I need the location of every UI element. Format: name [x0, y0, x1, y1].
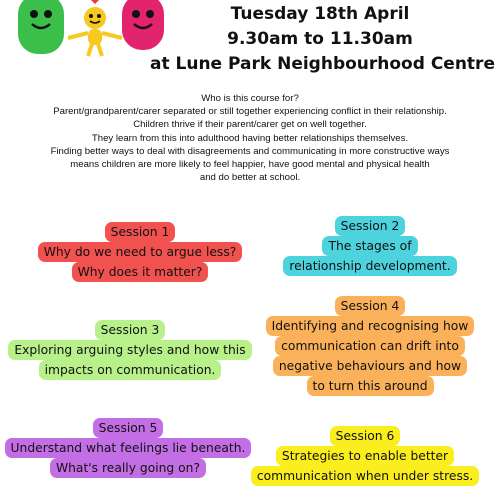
session-3-card	[0, 320, 260, 380]
intro-line: and do better at school.	[199, 172, 301, 184]
event-time: 9.30am to 11.30am	[227, 29, 413, 49]
family-figures-logo	[10, 0, 170, 62]
session-4-label: Session 4	[335, 296, 406, 316]
session-3-line: impacts on communication.	[39, 360, 222, 380]
session-2-line: The stages of	[322, 236, 417, 256]
session-4-line: negative behaviours and how	[273, 356, 467, 376]
session-4-line: Identifying and recognising how	[266, 316, 475, 336]
session-1-line: Why do we need to argue less?	[38, 242, 243, 262]
session-4-line: communication can drift into	[275, 336, 465, 356]
session-5-label: Session 5	[93, 418, 164, 438]
event-date: Tuesday 18th April	[230, 4, 410, 24]
session-6-label: Session 6	[330, 426, 401, 446]
intro-line: Children thrive if their parent/carer get on well together.	[133, 119, 367, 131]
session-2-line: relationship development.	[283, 256, 456, 276]
session-6-card	[250, 426, 480, 486]
event-venue: at Lune Park Neighbourhood Centre	[150, 54, 495, 74]
session-1-card	[20, 222, 260, 282]
session-4-line: to turn this around	[307, 376, 434, 396]
intro-line: Finding better ways to deal with disagreements and communicating in more constructive ways	[50, 145, 450, 157]
session-5-line: What's really going on?	[50, 458, 206, 478]
session-1-label: Session 1	[105, 222, 176, 242]
intro-line: They learn from this into adulthood having better relationships themselves.	[91, 132, 409, 144]
session-2-label: Session 2	[335, 216, 406, 236]
session-6-line: Strategies to enable better	[276, 446, 454, 466]
course-description	[0, 92, 500, 184]
intro-line: Parent/grandparent/carer separated or still together experiencing conflict in their relationship.	[53, 106, 447, 118]
intro-heading: Who is this course for?	[201, 93, 299, 104]
session-3-line: Exploring arguing styles and how this	[8, 340, 251, 360]
session-1-line: Why does it matter?	[72, 262, 209, 282]
session-6-line: communication when under stress.	[251, 466, 479, 486]
session-5-card	[0, 418, 256, 478]
session-2-card	[270, 216, 470, 276]
session-4-card	[260, 296, 480, 396]
intro-line: means children are more likely to feel happier, have good mental and physical health	[70, 159, 430, 171]
session-3-label: Session 3	[95, 320, 166, 340]
session-5-line: Understand what feelings lie beneath.	[5, 438, 252, 458]
